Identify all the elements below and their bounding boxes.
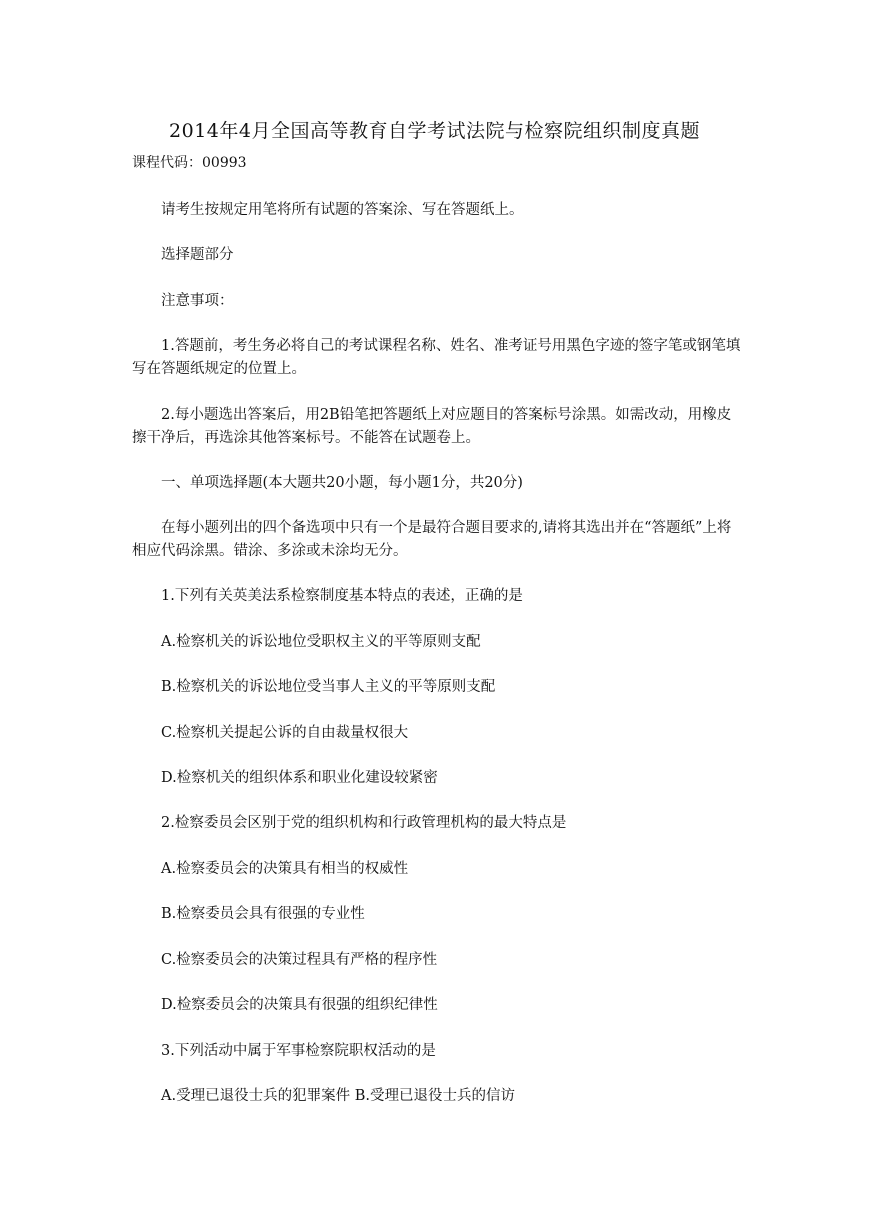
- question-3-options-ab: A.受理已退役士兵的犯罪案件 B.受理已退役士兵的信访: [161, 1088, 515, 1104]
- question-2-option-d: D.检察委员会的决策具有很强的组织纪律性: [161, 997, 438, 1013]
- section-heading: 选择题部分: [161, 247, 234, 263]
- question-1-option-d: D.检察机关的组织体系和职业化建设较紧密: [161, 770, 438, 786]
- part-instruction: 在每小题列出的四个备选项中只有一个是最符合题目要求的,请将其选出并在“答题纸”上将相应代码涂黑。错涂、多涂或未涂均无分。: [132, 520, 732, 559]
- question-2-option-a: A.检察委员会的决策具有相当的权威性: [161, 861, 409, 877]
- notice-heading: 注意事项：: [161, 293, 234, 309]
- document-title: 2014年4月全国高等教育自学考试法院与检察院组织制度真题: [169, 120, 700, 142]
- question-1-option-c: C.检察机关提起公诉的自由裁量权很大: [161, 725, 409, 741]
- question-1: 1.下列有关英美法系检察制度基本特点的表述，正确的是: [161, 588, 523, 604]
- notice-item-1: 1.答题前，考生务必将自己的考试课程名称、姓名、准考证号用黑色字迹的签字笔或钢笔填写在答题纸规定的位置上。: [132, 338, 741, 377]
- question-1-option-a: A.检察机关的诉讼地位受职权主义的平等原则支配: [161, 634, 481, 650]
- question-1-option-b: B.检察机关的诉讼地位受当事人主义的平等原则支配: [161, 679, 496, 695]
- question-3: 3.下列活动中属于军事检察院职权活动的是: [161, 1043, 436, 1059]
- question-2: 2.检察委员会区别于党的组织机构和行政管理机构的最大特点是: [161, 815, 567, 831]
- part-heading: 一、单项选择题(本大题共20小题，每小题1分，共20分): [161, 475, 523, 491]
- notice-item-2: 2.每小题选出答案后，用2B铅笔把答题纸上对应题目的答案标号涂黑。如需改动，用橡皮擦干净后，再选涂其他答案标号。不能答在试题卷上。: [132, 407, 732, 446]
- question-2-option-c: C.检察委员会的决策过程具有严格的程序性: [161, 952, 438, 968]
- course-code: 课程代码：00993: [132, 155, 247, 171]
- question-2-option-b: B.检察委员会具有很强的专业性: [161, 906, 365, 922]
- instruction-paragraph: 请考生按规定用笔将所有试题的答案涂、写在答题纸上。: [161, 202, 524, 218]
